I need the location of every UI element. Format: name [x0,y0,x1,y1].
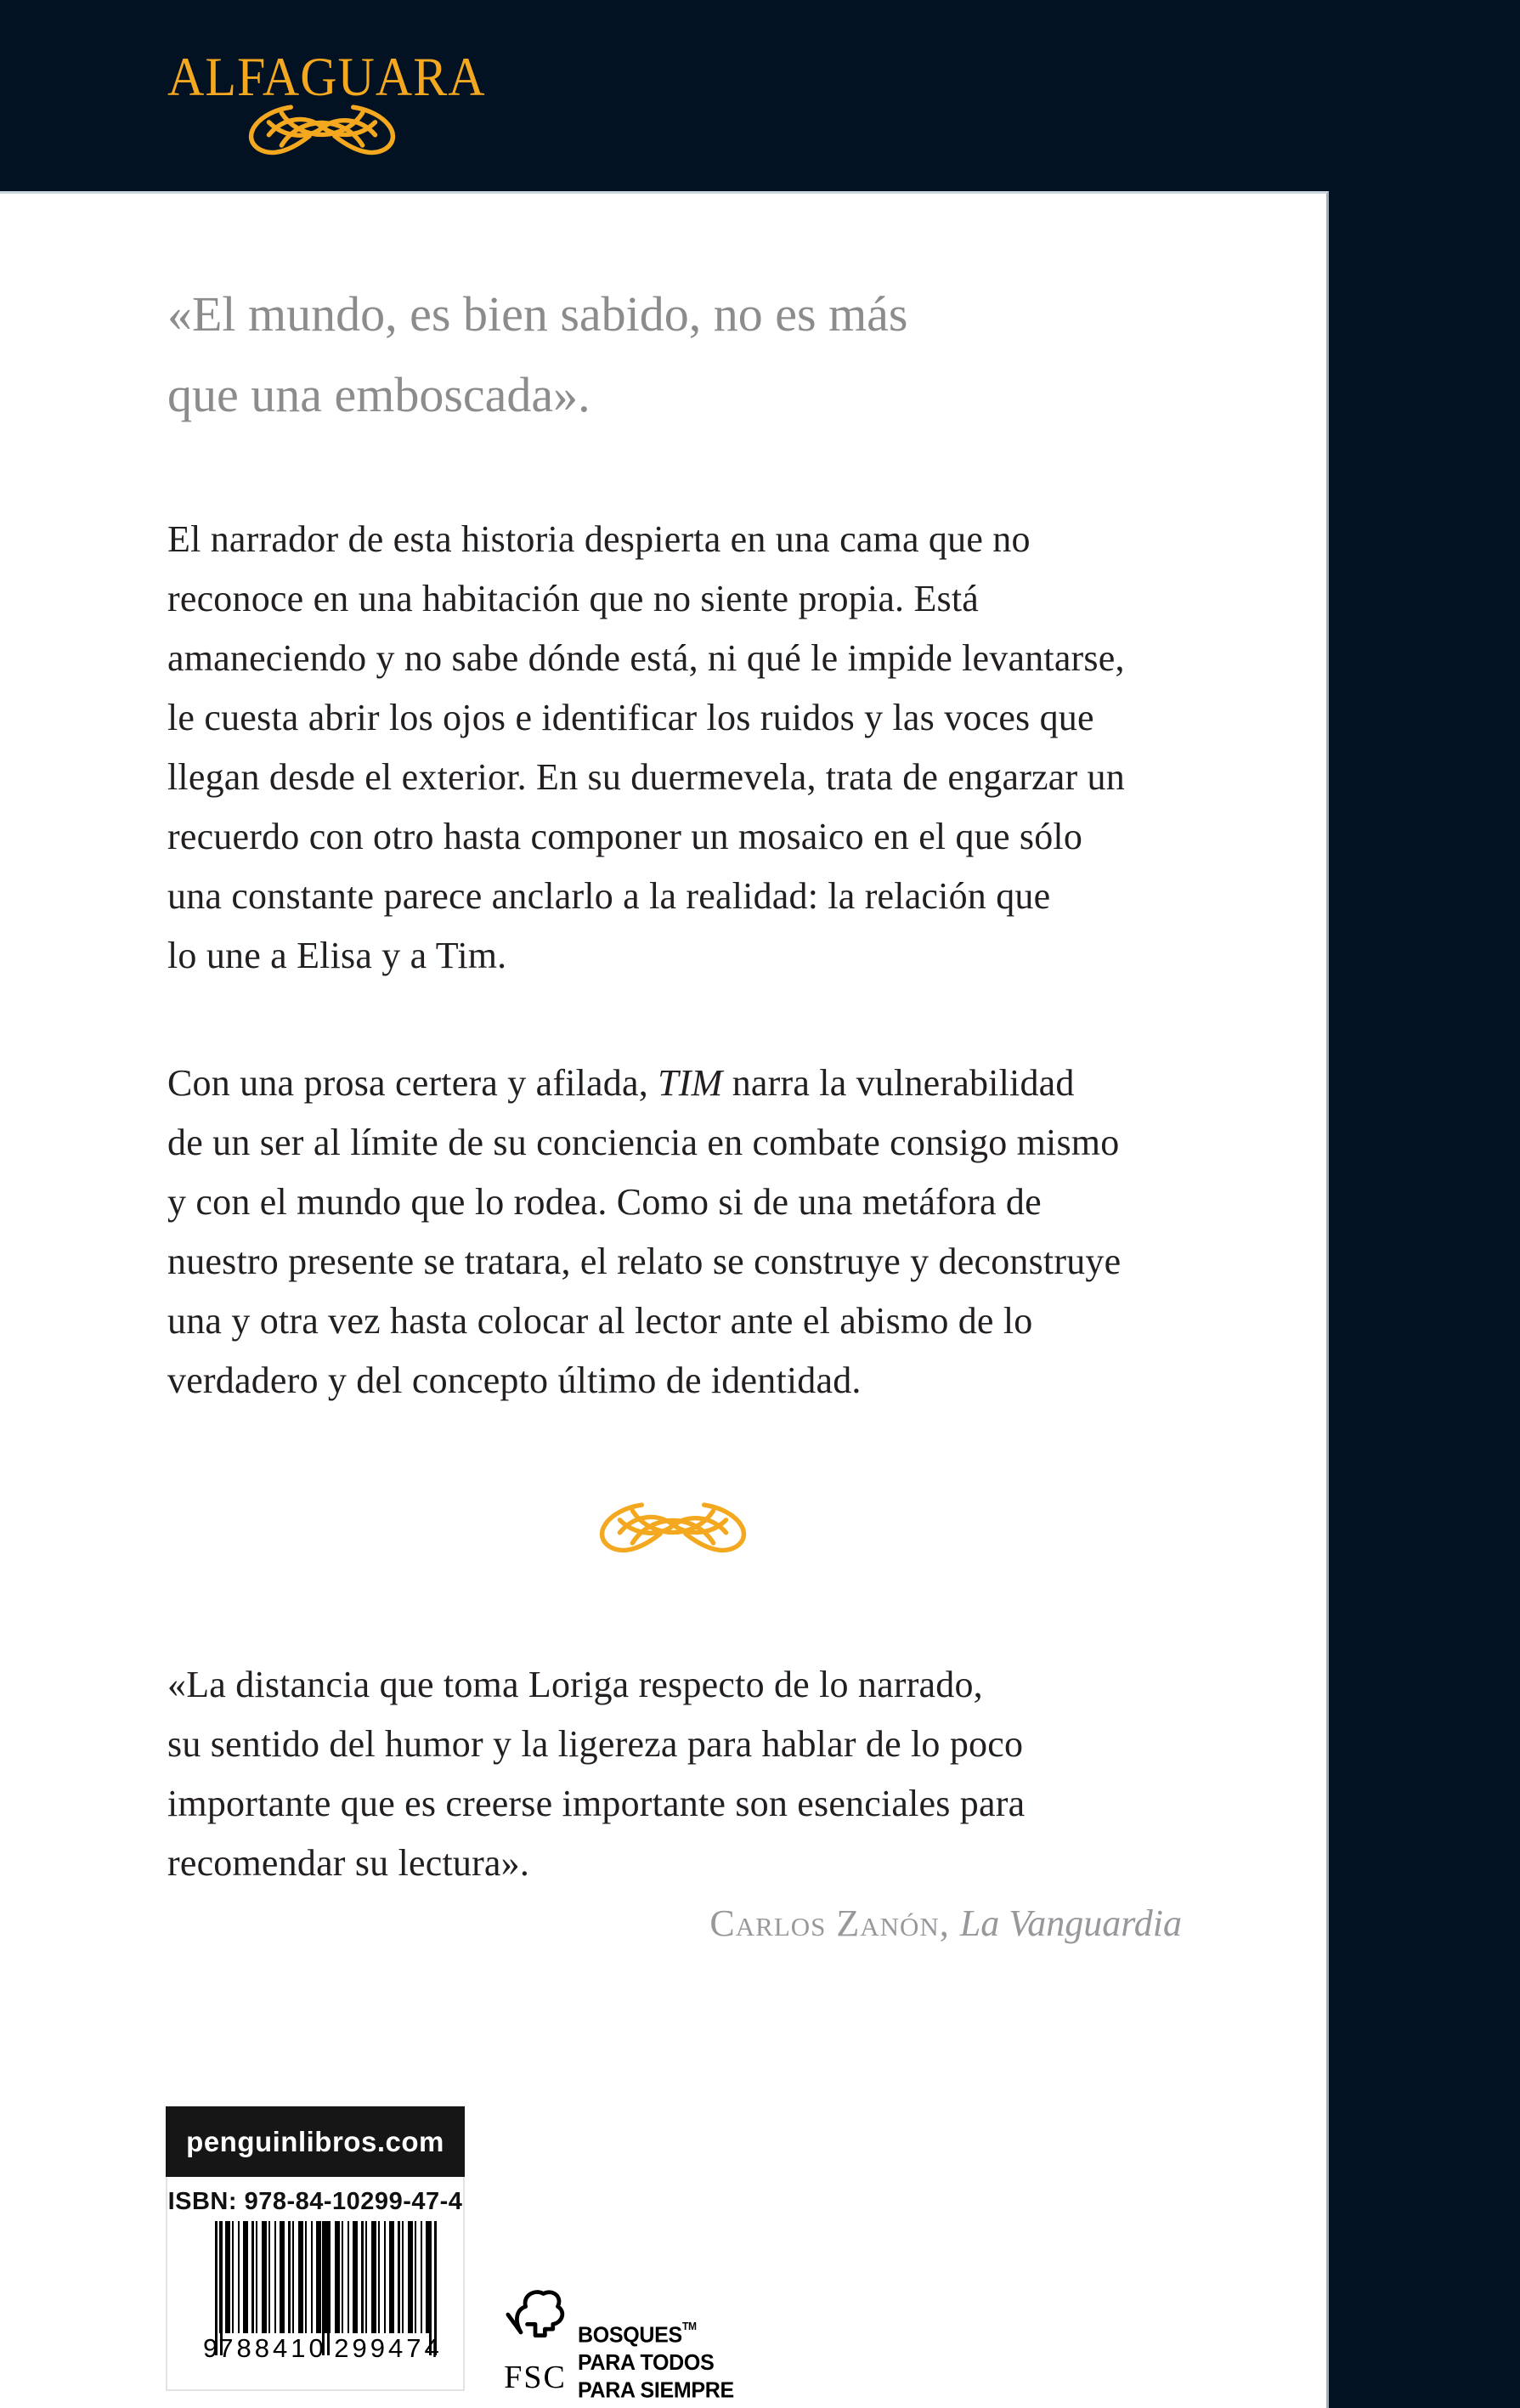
review-line: verdadero y del concepto último de identidad. [167,1359,862,1401]
review-line: una y otra vez hasta colocar al lector ante el abismo de lo [167,1300,1033,1342]
fsc-slogan-line: PARA TODOS [578,2350,715,2376]
press-quote-line: importante que es creerse importante son esenciales para [167,1783,1026,1824]
review-line: y con el mundo que lo rodea. Como si de una metáfora de [167,1181,1042,1223]
publication-name: La Vanguardia [959,1902,1182,1944]
barcode-bars [215,2221,434,2333]
barcode-digit: 9 [203,2333,218,2363]
isbn-label: ISBN: 978-84-10299-47-4 [167,2188,463,2215]
pull-quote-line: «El mundo, es bien sabido, no es más [167,286,908,342]
website-url: penguinlibros.com [186,2125,444,2157]
book-title: TIM [658,1062,723,1104]
synopsis-line: le cuesta abrir los ojos e identificar los ruidos y las voces que [167,697,1094,738]
pull-quote [167,274,1221,435]
press-quote [167,1655,1229,1893]
synopsis-paragraph [167,510,1229,986]
fsc-slogan [578,2313,734,2405]
pull-quote-line: que una emboscada». [167,367,590,422]
fsc-certification [500,2286,734,2404]
fsc-slogan-line: PARA SIEMPRE [578,2377,734,2404]
review-line: nuestro presente se tratara, el relato se construye y deconstruye [167,1241,1122,1282]
press-quote-line: «La distancia que toma Loriga respecto de lo narrado, [167,1664,983,1705]
press-quote-attribution [709,1902,1182,1946]
critic-name: Carlos Zanón, [709,1902,960,1944]
publisher-knot-icon [235,98,409,161]
ornament-knot-icon [586,1495,760,1558]
fsc-acronym: FSC [504,2360,567,2395]
synopsis-line: El narrador de esta historia despierta en una cama que no [167,518,1031,560]
barcode [203,2221,446,2374]
website-bar [166,2106,465,2177]
review-paragraph [167,1054,1229,1410]
review-line [167,1054,1229,1113]
review-line-text: Con una prosa certera y afilada, [167,1062,658,1104]
synopsis-line: una constante parece anclarlo a la realidad: la relación que [167,875,1051,917]
review-line-text: narra la vulnerabilidad [722,1062,1075,1104]
synopsis-line: lo une a Elisa y a Tim. [167,935,507,976]
press-quote-line: su sentido del humor y la ligereza para hablar de lo poco [167,1723,1024,1765]
review-line: de un ser al límite de su conciencia en combate consigo mismo [167,1122,1120,1163]
fsc-tree-icon [503,2286,568,2345]
barcode-digits [203,2333,446,2364]
publisher-logo: ALFAGUARA [167,46,486,108]
synopsis-line: recuerdo con otro hasta componer un mosaico en el que sólo [167,816,1083,857]
tm-mark: TM [681,2320,697,2333]
barcode-digit-group: 299474 [334,2333,443,2363]
synopsis-line: llegan desde el exterior. En su duermevela, trata de engarzar un [167,756,1125,798]
synopsis-line: reconoce en una habitación que no siente propia. Está [167,578,980,619]
isbn-barcode-box [166,2177,465,2391]
synopsis-line: amaneciendo y no sabe dónde está, ni qué le impide levantarse, [167,637,1125,679]
fsc-slogan-line: BOSQUES™ [578,2320,697,2348]
barcode-digit-group: 788410 [218,2333,327,2363]
press-quote-line: recomendar su lectura». [167,1842,530,1884]
